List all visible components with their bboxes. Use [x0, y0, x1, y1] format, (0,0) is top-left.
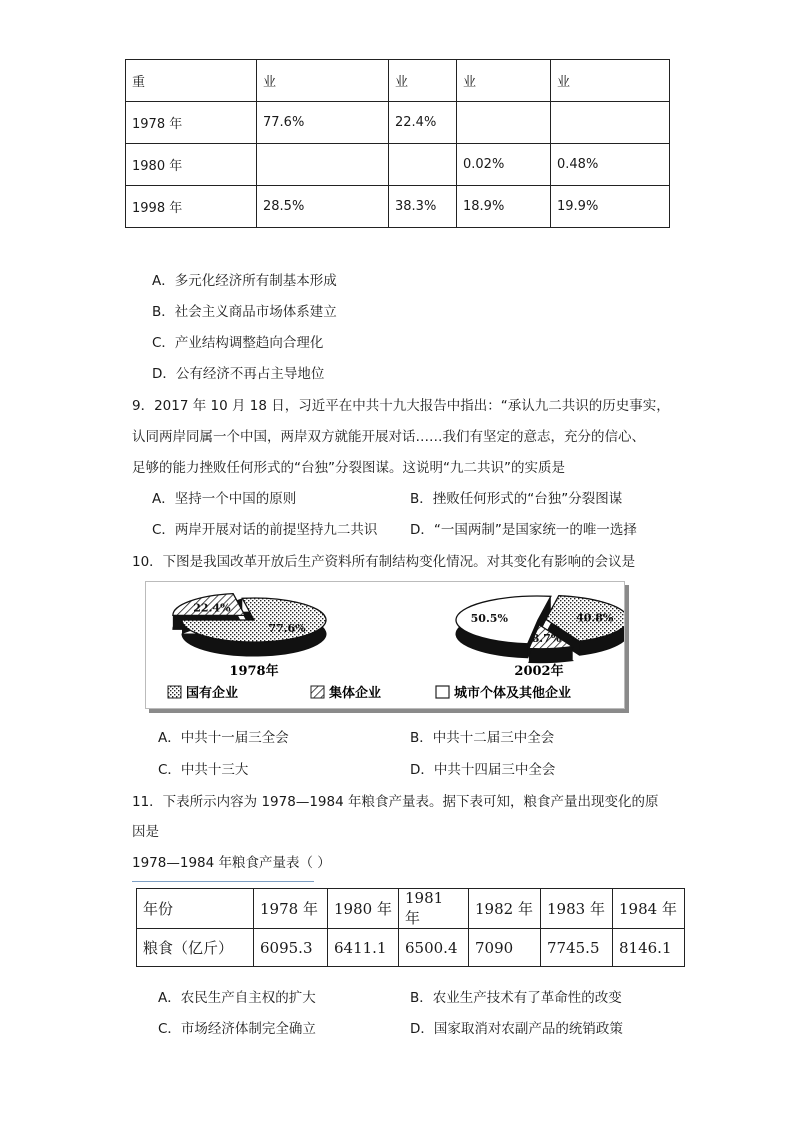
table-cell: 6411.1 — [328, 929, 399, 967]
q8-option-d: D．公有经济不再占主导地位 — [152, 366, 325, 382]
table-cell: 8146.1 — [613, 929, 685, 967]
table-cell: 77.6% — [257, 102, 389, 144]
legend-swatch-collective — [311, 686, 324, 698]
q9-option-a: A．坚持一个中国的原则 — [152, 491, 297, 507]
table-cell: 1980 年 — [126, 144, 257, 186]
q8-option-b: B．社会主义商品市场体系建立 — [152, 304, 337, 320]
q11-stem-line1: 11．下表所示内容为 1978—1984 年粮食产量表。据下表可知，粮食产量出现变化的原 — [132, 794, 659, 810]
table-cell: 7745.5 — [541, 929, 613, 967]
q11-option-b: B．农业生产技术有了革命性的改变 — [410, 990, 622, 1006]
q11-option-c: C．市场经济体制完全确立 — [158, 1021, 316, 1037]
ownership-table — [125, 59, 670, 228]
legend-swatch-state — [168, 686, 181, 698]
table-cell: 业 — [257, 60, 389, 102]
legend-label-state: 国有企业 — [186, 686, 239, 701]
table-cell: 年份 — [137, 889, 254, 929]
title-underline — [132, 881, 314, 882]
table-cell: 1983 年 — [541, 889, 613, 929]
table-cell: 1981 年 — [399, 889, 469, 929]
table-cell: 重 — [126, 60, 257, 102]
q9-stem-line1: 9．2017 年 10 月 18 日，习近平在中共十九大报告中指出：“承认九二共识的历史事实， — [132, 398, 670, 414]
table-header-row — [137, 889, 685, 929]
table-cell: 业 — [457, 60, 551, 102]
pie-2002-title: 2002年 — [514, 664, 564, 679]
table-cell: 1982 年 — [469, 889, 541, 929]
q8-option-c: C．产业结构调整趋向合理化 — [152, 335, 324, 351]
q10-stem: 10．下图是我国改革开放后生产资料所有制结构变化情况。对其变化有影响的会议是 — [132, 554, 636, 570]
pie-2002 — [456, 596, 624, 663]
legend-label-private: 城市个体及其他企业 — [454, 686, 572, 701]
table-cell: 0.48% — [551, 144, 670, 186]
table-cell: 1978 年 — [254, 889, 328, 929]
grain-output-table — [136, 888, 685, 967]
pie-data-label: 8.7% — [531, 631, 562, 645]
table-row — [126, 102, 670, 144]
pie-1978 — [173, 594, 326, 656]
table-cell: 6095.3 — [254, 929, 328, 967]
table-cell: 业 — [551, 60, 670, 102]
table-cell: 6500.4 — [399, 929, 469, 967]
table-cell: 粮食（亿斤） — [137, 929, 254, 967]
table-row — [126, 186, 670, 228]
legend-swatch-private — [436, 686, 449, 698]
table-cell: 19.9% — [551, 186, 670, 228]
q10-option-a: A．中共十一届三全会 — [158, 730, 289, 746]
q10-option-b: B．中共十二届三中全会 — [410, 730, 555, 746]
q9-option-d: D．“一国两制”是国家统一的唯一选择 — [410, 522, 637, 538]
pie-1978-title: 1978年 — [229, 664, 279, 679]
q9-stem-line2: 认同两岸同属一个中国，两岸双方就能开展对话……我们有坚定的意志，充分的信心、 — [132, 429, 645, 445]
legend-label-collective: 集体企业 — [329, 686, 382, 701]
q9-option-b: B．挫败任何形式的“台独”分裂图谋 — [410, 491, 623, 507]
q11-stem-line2: 因是 — [132, 824, 159, 840]
table-row — [137, 929, 685, 967]
table-cell: 1984 年 — [613, 889, 685, 929]
table-header-row — [126, 60, 670, 102]
table-cell: 1978 年 — [126, 102, 257, 144]
table-cell — [457, 102, 551, 144]
q9-stem-line3: 足够的能力挫败任何形式的“台独”分裂图谋。这说明“九二共识”的实质是 — [132, 460, 565, 476]
q11-table-title: 1978—1984 年粮食产量表（ ） — [132, 855, 331, 871]
q11-option-a: A．农民生产自主权的扩大 — [158, 990, 316, 1006]
pie-data-label: 22.4% — [193, 601, 231, 615]
table-cell: 38.3% — [389, 186, 457, 228]
table-cell: 18.9% — [457, 186, 551, 228]
q10-option-d: D．中共十四届三中全会 — [410, 762, 556, 778]
table-cell: 7090 — [469, 929, 541, 967]
table-cell: 0.02% — [457, 144, 551, 186]
q8-option-a: A．多元化经济所有制基本形成 — [152, 273, 337, 289]
table-cell: 1998 年 — [126, 186, 257, 228]
pie-data-label: 50.5% — [470, 612, 508, 626]
table-cell: 28.5% — [257, 186, 389, 228]
table-cell: 业 — [389, 60, 457, 102]
q11-option-d: D．国家取消对农副产品的统销政策 — [410, 1021, 623, 1037]
table-cell — [551, 102, 670, 144]
table-cell — [257, 144, 389, 186]
table-cell — [389, 144, 457, 186]
q9-option-c: C．两岸开展对话的前提坚持九二共识 — [152, 522, 378, 538]
pie-chart-svg — [146, 582, 624, 708]
table-cell: 1980 年 — [328, 889, 399, 929]
table-row — [126, 144, 670, 186]
q10-option-c: C．中共十三大 — [158, 762, 249, 778]
pie-data-label: 77.6% — [268, 621, 306, 635]
pie-data-label: 40.8% — [576, 611, 614, 625]
ownership-pie-chart — [145, 581, 625, 709]
table-cell: 22.4% — [389, 102, 457, 144]
